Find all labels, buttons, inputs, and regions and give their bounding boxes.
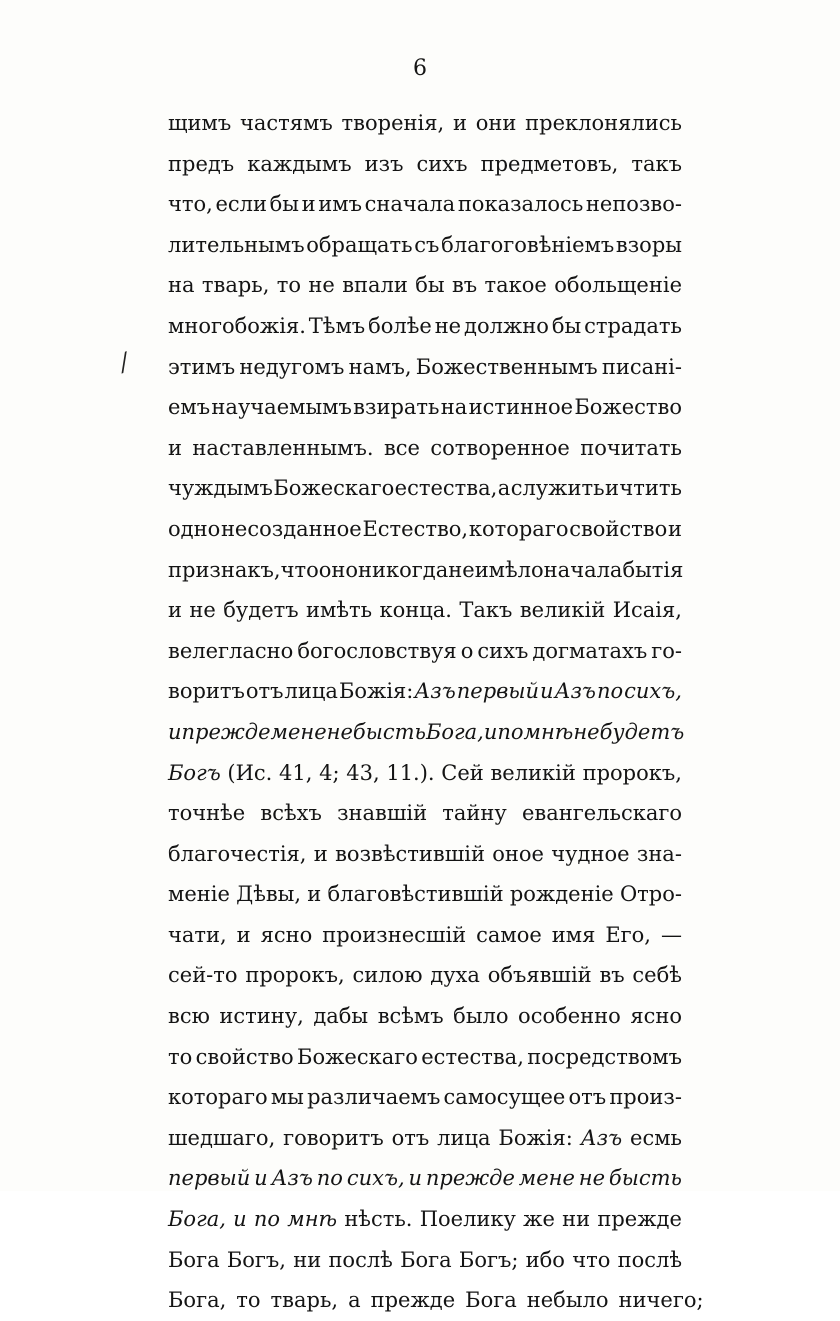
word: несозданное [220,516,362,541]
word: естества, [394,476,498,501]
word: оное [492,841,544,866]
word: бы [415,273,445,298]
word: не [326,719,353,744]
word: такое [484,273,547,298]
word: чуждымъ [168,476,273,501]
text-line [168,955,682,996]
word: бысть [608,1166,682,1191]
word: послѣ [328,1247,393,1272]
word: и [236,922,251,947]
word: и [168,598,182,623]
word: частямъ [240,111,333,135]
word: прежде [425,1166,515,1191]
word: мнѣ [523,719,574,744]
word: прежде [370,1288,456,1313]
word: прежде [597,1207,682,1232]
word: Божество [574,395,682,420]
word: страдать [584,313,682,338]
text-line [168,753,682,794]
word: по [316,1166,343,1191]
word: Богъ [168,760,221,785]
word: по [596,679,624,704]
word: никогда [358,557,449,582]
word: сихъ, [346,1166,405,1191]
text-line [168,225,682,266]
text-line [168,306,682,347]
word: такъ [631,151,682,176]
word: го- [651,638,682,663]
word: почитать [580,435,682,460]
text-line [168,1240,682,1281]
word: что, [168,192,213,217]
word: дабы [313,1004,369,1029]
word: силою [352,963,423,988]
word: ничего; [618,1288,704,1313]
word: въ [451,273,478,298]
word: самое [476,922,542,947]
word: одно [168,516,221,541]
word: взирать [353,395,440,420]
text-line [168,834,682,875]
word: сотворенное [430,435,570,460]
word: Азъ [414,679,456,704]
word: будетъ [223,598,299,623]
word: всѣмъ [377,1004,444,1029]
word: произ- [609,1085,682,1110]
word: начала [543,557,623,582]
word: 4; [319,760,340,785]
word: 41, [279,760,313,785]
word: ясно [630,1004,682,1029]
word: лительнымъ [168,232,305,257]
text-line [168,184,682,225]
word: великій [490,760,576,785]
word: и [408,1166,423,1191]
word: ни [293,1247,322,1272]
word: богословствуя [297,638,457,663]
word: взоры [615,232,682,257]
word: же [523,1207,555,1232]
word: и [313,841,328,866]
word: Его, [605,922,651,947]
word: зна- [636,841,682,866]
word: лица [437,1125,491,1150]
word: бы [269,192,299,217]
word: преклонялись [525,111,682,135]
word: предметовъ, [480,151,619,176]
text-line [168,915,682,956]
word: Естество, [362,516,469,541]
word: истинное [468,395,574,420]
word: все [383,435,420,460]
word: непозво- [585,192,682,217]
text-line [168,1037,682,1078]
word: благоговѣніемъ [441,232,615,257]
text-line [168,265,682,306]
word: показалось [457,192,584,217]
body-text [168,103,704,1321]
word: этимъ [168,354,236,379]
word: то [276,273,302,298]
word: пророкъ, [245,963,345,988]
word: и [301,192,316,217]
word: особенно [518,1004,621,1029]
word: самосущее [443,1085,566,1110]
text-line [168,874,682,915]
word: Исаія, [612,598,682,623]
word: о [460,638,474,663]
word: Божескаго [297,1044,418,1069]
word: первый [168,1166,251,1191]
word: Тѣмъ [308,313,366,338]
word: ясно [260,922,313,947]
word: догматахъ [532,638,648,663]
word: отъ [568,1085,607,1110]
word: сей-то [168,963,238,988]
text-line [168,509,682,550]
margin-pencil-mark: / [115,347,133,377]
word: и [254,1166,268,1191]
word: они [475,111,517,135]
word: прежде [181,719,271,744]
word: мы [270,1085,304,1110]
word: Божія: [338,679,414,704]
word: сихъ, [624,679,682,704]
word: сихъ [477,638,529,663]
word: 11.). [386,760,435,785]
word: Бога, [425,719,484,744]
word: говоритъ [283,1125,384,1150]
word: — [660,922,682,947]
word: съ [414,232,440,257]
word: впали [342,273,408,298]
word: не [573,719,600,744]
word: шедшаго, [168,1125,276,1150]
word: лица [284,679,338,704]
word: что [572,1247,611,1272]
word: Такъ [459,598,513,623]
word: воритъ [168,679,245,704]
word: будетъ [599,719,685,744]
text-line [168,1118,682,1159]
word: естества, [421,1044,524,1069]
word: на [168,273,195,298]
word: недугомъ [239,354,345,379]
word: свойство [195,1044,294,1069]
word: Азъ [580,1125,623,1150]
word: Бога [168,1247,220,1272]
word: и [307,882,322,907]
word: тварь, [270,1288,339,1313]
word: и [540,679,554,704]
word: Бога [465,1288,517,1313]
text-line [168,144,682,185]
word: (Ис. [227,760,273,785]
word: предъ [168,151,235,176]
text-line [168,428,682,469]
word: свойство [569,516,668,541]
word: обращать [306,232,413,257]
word: котораго [468,516,569,541]
word: тайну [442,801,507,826]
word: точнѣе [168,801,246,826]
word: а [348,1288,361,1313]
word: рожденіе [509,882,614,907]
word: служить [510,476,605,501]
word: Дѣвы, [236,882,302,907]
word: сихъ [416,151,468,176]
word: тварь, [201,273,270,298]
word: Бога [400,1247,452,1272]
text-line [168,996,682,1037]
word: Божія: [498,1125,573,1150]
word: Поелику [419,1207,516,1232]
word: Азъ [554,679,596,704]
word: Отро- [619,882,682,907]
text-line [168,712,685,753]
word: болѣе [368,313,432,338]
word: первый [456,679,540,704]
word: творенія, [341,111,445,135]
word: чати, [168,922,227,947]
word: объявшій [487,963,592,988]
word: если [215,192,267,217]
word: и [452,111,467,135]
word: и [168,719,182,744]
word: различаемъ [307,1085,441,1110]
word: мене [270,719,327,744]
word: то [168,1044,193,1069]
text-line [168,387,682,428]
word: должно [464,313,549,338]
word: всю [168,1004,210,1029]
word: не [434,313,462,338]
word: велегласно [168,638,294,663]
word: емъ [168,395,211,420]
word: благочестія, [168,841,307,866]
word: по [253,1207,281,1232]
word: оно [318,557,359,582]
text-line [168,103,682,144]
word: и [483,719,498,744]
word: мене [518,1166,575,1191]
word: конца. [379,598,452,623]
word: 43, [346,760,380,785]
word: изъ [364,151,404,176]
word: что [280,557,319,582]
word: бысть [352,719,426,744]
word: ни [562,1207,591,1232]
text-line [168,631,682,672]
word: отъ [245,679,284,704]
word: Бога, [168,1288,227,1313]
text-line [168,468,682,509]
word: имѣло [474,557,544,582]
word: сначала [364,192,456,217]
word: великій [519,598,606,623]
word: обольщеніе [554,273,682,298]
text-line [168,1077,682,1118]
word: въ [599,963,625,988]
word: щимъ [168,111,232,135]
word: Богъ, [226,1247,286,1272]
word: ибо [525,1247,565,1272]
word: не [189,598,216,623]
word: было [453,1004,509,1029]
word: и [168,435,182,460]
word: наставленнымъ. [192,435,374,460]
text-line [168,347,682,388]
word: не [308,273,335,298]
word: то [236,1288,261,1313]
word: писані- [601,354,682,379]
word: а [497,476,511,501]
text-line [168,1199,682,1240]
word: Сей [441,760,484,785]
word: духа [430,963,480,988]
word: имѣть [306,598,373,623]
word: имя [551,922,596,947]
word: каждымъ [247,151,352,176]
word: и [604,476,619,501]
word: нѣсть. [344,1207,413,1232]
text-line [168,793,682,834]
text-line [168,671,682,712]
word: мнѣ [287,1207,338,1232]
word: произнесшій [322,922,467,947]
word: намъ, [348,354,412,379]
word: научаемымъ [211,395,352,420]
text-line [168,1158,682,1199]
word: знавшій [337,801,428,826]
word: не [578,1166,606,1191]
word: есмь [630,1125,682,1150]
word: истину, [219,1004,304,1029]
word: и [667,516,682,541]
word: чудное [551,841,630,866]
word: благовѣстившій [327,882,504,907]
word: признакъ, [168,557,281,582]
word: послѣ [617,1247,682,1272]
word: на [440,395,468,420]
word: по [497,719,524,744]
word: бытія [622,557,684,582]
page-number: 6 [413,56,427,81]
word: не [448,557,475,582]
word: Азъ [271,1166,313,1191]
word: Божественнымъ [415,354,598,379]
text-line [168,550,682,591]
word: меніе [168,882,230,907]
text-line [168,1280,704,1321]
word: возвѣстившій [335,841,485,866]
word: чтить [619,476,682,501]
word: евангельскаго [521,801,682,826]
word: Божескаго [273,476,395,501]
word: небыло [526,1288,609,1313]
word: пророкъ, [582,760,682,785]
word: имъ [318,192,362,217]
text-line [168,590,682,631]
word: и [233,1207,247,1232]
word: бы [551,313,582,338]
word: себѣ [632,963,682,988]
word: Богъ; [458,1247,519,1272]
word: посредствомъ [527,1044,682,1069]
word: Бога, [168,1207,226,1232]
word: всѣхъ [260,801,322,826]
word: многобожія. [168,313,306,338]
word: котораго [168,1085,268,1110]
word: отъ [391,1125,430,1150]
